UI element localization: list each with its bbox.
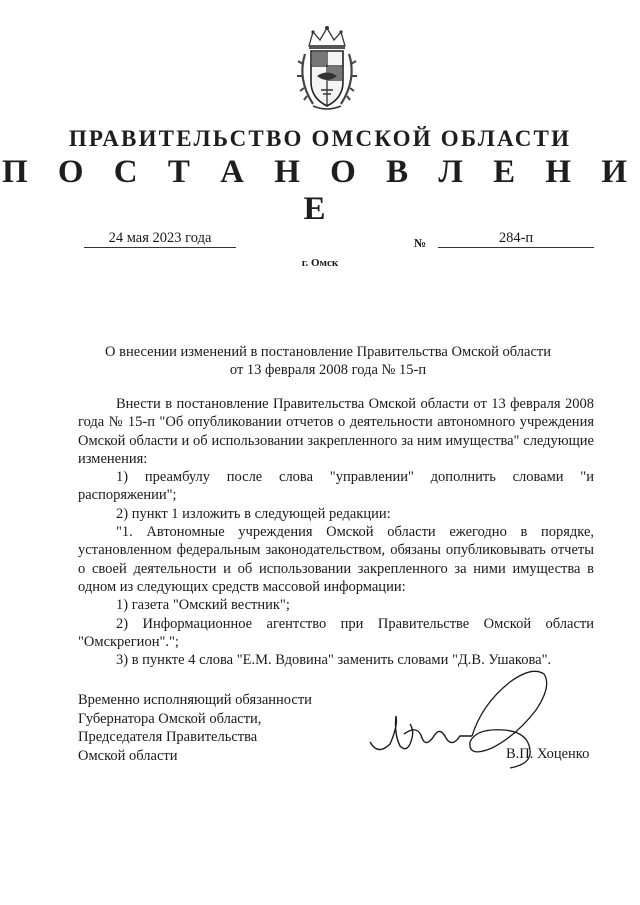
number-sign: №: [414, 236, 427, 250]
document-body: [78, 395, 594, 669]
document-date: 24 мая 2023 года: [84, 230, 236, 248]
body-sub-2: 2) Информационное агентство при Правительстве Омской области "Омскрегион".";: [78, 615, 594, 650]
body-sub-1: 1) газета "Омский вестник";: [116, 597, 290, 614]
signer-line-3: Председателя Правительства: [78, 729, 258, 746]
subject-line-2: от 13 февраля 2008 года № 15-п: [229, 362, 427, 378]
body-item-3: 3) в пункте 4 слова "Е.М. Вдовина" заменить словами "Д.В. Ушакова".: [116, 652, 552, 669]
signer-position: [78, 691, 312, 765]
subject-line-1: О внесении изменений в постановление Правительства Омской области: [105, 344, 551, 360]
body-quote: "1. Автономные учреждения Омской области ежегодно в порядке, установленном федеральным законодательством, обязаны опубликовывать отчеты о своей деятельности и об использовании закрепленного за ними имущества в одном из следующих средств массовой информации:: [78, 524, 594, 595]
signer-name: В.П. Хоценко: [506, 746, 590, 762]
coat-of-arms-icon: [295, 24, 359, 112]
city: г. Омск: [301, 257, 339, 269]
government-title: ПРАВИТЕЛЬСТВО ОМСКОЙ ОБЛАСТИ: [68, 126, 572, 151]
document-type-title: П О С Т А Н О В Л Е Н И Е: [1, 154, 639, 227]
signer-line-2: Губернатора Омской области,: [78, 710, 262, 727]
document-number: 284-п: [438, 230, 594, 248]
signer-line-1: Временно исполняющий обязанности: [78, 692, 312, 708]
document-subject: [60, 343, 596, 379]
body-intro: Внести в постановление Правительства Омской области от 13 февраля 2008 года № 15-п "Об опубликовании отчетов о деятельности автономного учреждения Омской области и об использовании закрепленного за ним имущества" следующие изменения:: [78, 396, 594, 467]
body-item-1: 1) преамбулу после слова "управлении" дополнить словами "и распоряжении";: [78, 469, 594, 504]
signer-line-4: Омской области: [78, 747, 178, 764]
body-item-2: 2) пункт 1 изложить в следующей редакции:: [116, 505, 391, 522]
